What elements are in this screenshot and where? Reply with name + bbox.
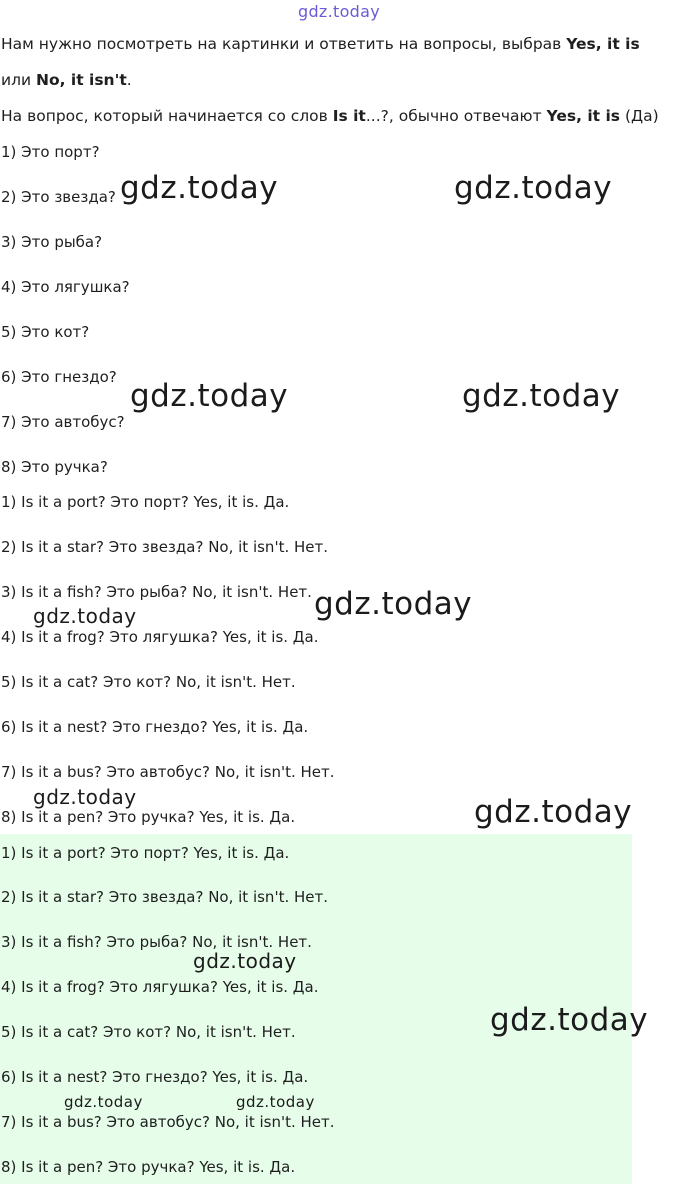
highlighted-answer-2: 2) Is it a star? Это звезда? No, it isn't. Нет. (1, 888, 328, 906)
highlighted-answer-7: 7) Is it a bus? Это автобус? No, it isn't. Нет. (1, 1113, 335, 1131)
watermark: gdz.today (33, 785, 137, 809)
intro-text: . (126, 71, 132, 89)
intro-line-2 (1, 69, 132, 91)
answer-1: 1) Is it a port? Это порт? Yes, it is. Да. (1, 493, 290, 511)
intro-text: Нам нужно посмотреть на картинки и ответить на вопросы, выбрав (1, 35, 567, 53)
intro-yes-phrase: Yes, it is (546, 107, 621, 125)
intro-line-1 (1, 33, 640, 55)
watermark: gdz.today (454, 170, 613, 206)
answer-2: 2) Is it a star? Это звезда? No, it isn't. Нет. (1, 538, 328, 556)
watermark: gdz.today (120, 170, 279, 206)
intro-text: или (1, 71, 36, 89)
watermark: gdz.today (462, 378, 621, 414)
question-8: 8) Это ручка? (1, 458, 108, 476)
answer-8: 8) Is it a pen? Это ручка? Yes, it is. Да. (1, 808, 296, 826)
question-3: 3) Это рыба? (1, 233, 103, 251)
watermark: gdz.today (236, 1093, 315, 1111)
answer-3: 3) Is it a fish? Это рыба? No, it isn't. Нет. (1, 583, 312, 601)
highlighted-answer-3: 3) Is it a fish? Это рыба? No, it isn't. Нет. (1, 933, 312, 951)
answer-5: 5) Is it a cat? Это кот? No, it isn't. Нет. (1, 673, 296, 691)
watermark: gdz.today (193, 949, 297, 973)
watermark: gdz.today (130, 378, 289, 414)
question-2: 2) Это звезда? (1, 188, 116, 206)
intro-text: ...?, обычно отвечают (365, 107, 547, 125)
question-5: 5) Это кот? (1, 323, 90, 341)
intro-line-3 (1, 105, 659, 127)
answer-7: 7) Is it a bus? Это автобус? No, it isn't. Нет. (1, 763, 335, 781)
watermark: gdz.today (64, 1093, 143, 1111)
watermark: gdz.today (314, 586, 473, 622)
intro-yes-phrase: Yes, it is (566, 35, 640, 53)
highlighted-answer-4: 4) Is it a frog? Это лягушка? Yes, it is. Да. (1, 978, 319, 996)
watermark: gdz.today (474, 794, 633, 830)
highlighted-answer-8: 8) Is it a pen? Это ручка? Yes, it is. Да. (1, 1158, 296, 1176)
intro-text: На вопрос, который начинается со слов (1, 107, 333, 125)
answer-4: 4) Is it a frog? Это лягушка? Yes, it is. Да. (1, 628, 319, 646)
intro-text: (Да) (620, 107, 659, 125)
intro-is-it: Is it (332, 107, 366, 125)
site-logo[interactable]: gdz.today (298, 2, 380, 21)
watermark: gdz.today (33, 604, 137, 628)
watermark: gdz.today (490, 1002, 649, 1038)
question-1: 1) Это порт? (1, 143, 100, 161)
question-4: 4) Это лягушка? (1, 278, 130, 296)
highlighted-answer-5: 5) Is it a cat? Это кот? No, it isn't. Нет. (1, 1023, 296, 1041)
intro-no-phrase: No, it isn't (35, 71, 127, 89)
highlighted-answer-1: 1) Is it a port? Это порт? Yes, it is. Да. (1, 844, 290, 862)
answer-6: 6) Is it a nest? Это гнездо? Yes, it is. Да. (1, 718, 309, 736)
question-7: 7) Это автобус? (1, 413, 125, 431)
question-6: 6) Это гнездо? (1, 368, 117, 386)
highlighted-answer-6: 6) Is it a nest? Это гнездо? Yes, it is. Да. (1, 1068, 309, 1086)
